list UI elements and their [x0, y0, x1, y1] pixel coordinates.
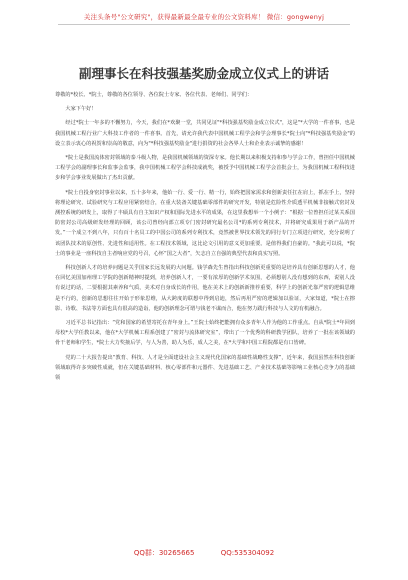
paragraph: 习近平总书记指出：“党和国家的希望寄托在青年身上。”王院士始终把能拥有众多青年人作为他的工作重点。自从*院士*年回到母校*大学任教以来，他在*大学机械工程系创建了“密封与流体研究室”，带出了一个优秀的科研教学团队，培养了一批在该领域的骨干老师和学生，*院士大力奖掖后学，与人为善，助人为乐，成人之美，在*大学和中国工程院都是有口皆碑。 — [55, 320, 355, 347]
top-banner: 关注头条号"公文研究"，获得最新最全最专业的公文资料库！ 微信：gongwenyj — [83, 13, 325, 21]
paragraph: 党的二十大报告提出“教育、科技、人才是全面建设社会主义现代化国家的基础性战略性支撑”，近年来，我国虽然在科技创新领域取得许多突破性成就，但在关键基础材料、核心零部件和元器件、先进基础工艺、产业技术基础等影响工业核心竞争力的基础领 — [55, 354, 355, 382]
document-body — [55, 90, 355, 383]
greeting: 大家下午好！ — [65, 106, 97, 113]
document-title: 副理事长在科技强基奖励金成立仪式上的讲话 — [78, 66, 329, 81]
qq-text: QQ:535304092 — [220, 549, 275, 557]
paragraph: 经过*院士一年多的不懈努力，今天，我们在*欢聚一堂，共同见证"*科技强基奖励金成立仪式"，这是"*大学的一件喜事，也是我国机械工程行业广大科技工作者的一件喜事。首先，请允许我代表中国机械工程学会和学会理事长*院士向"*科技强基奖励金"的设立表示衷心的祝贺和崇高的敬意，向为"*科技强基奖励金"进行捐资的社会各界人士和企业表示诚挚的感谢！ — [55, 120, 355, 147]
salutation: 尊敬的*校长、*院士，尊敬的各位领导、各位院士专家、各位代表、老师们、同学们： — [55, 92, 253, 98]
paragraph: *院士是我国流体密封领域的泰斗级人物，是我国机械领域的资深专家。他长期以来积极支持和参与学会工作，曾担任中国机械工程学会的副理事长和监事会监事，我中国机械工程学会科技成就奖，被授予中国机械工程学会首批会士，为我国机械工程科技进步和学会事业发展做出了杰出贡献。 — [55, 155, 355, 182]
paragraph: *院士自投身密封事业以来，五十多年来，他始一行、爱一行、精一行，始终把国家需求和创新责任扛在肩上，抓在手上，坚持将理论研究、试验研究与工程应用紧密结合，在重大装备关键基础零部件的研究开发，特别是危险性介质透平机械非接触式密封及测控系统的研发上，取得了丰硕具有自主知识产权和国际先进水平的成果，在这里我想举一个小例子：“根据一位曾担任过某关系国防密封公司高级研发经理的回顾，该公司曾经向部立项专门密封研究最名公司*的系列专利技术，并将研究成果用于新产品的开发。”一个成立不到八年，只有百十名员工的中国公司的系列专利技术，竟然被世界技术领先的同行专门立项进行研究，充分说明了该团队技术的原创性、先进性和适用性。在工程技术领域，这比论文引用的意义更加重要。是值得我们自豪的。"我此可以说，*院士的事业是一座科技自主者响应党的号召，心怀“国之大者”，矢志自立自强的典型代表和真实写照。 — [55, 189, 355, 257]
header-divider — [58, 24, 350, 25]
qq-group-text: QQ群：30265665 — [133, 549, 195, 557]
footer-contacts — [0, 548, 408, 558]
paragraph: 科技创新人才的培养问题是关乎国家长远发展的大问题。钱学森先生曾指出科技创新更重要的是培养具有创新思想的人才，他在回忆美国加州理工学院的创新精神时提到，培养创新人才，一要有浓厚的创新学术氛围，必须想别人没有想到的东西，说别人没有说过的话，二要根据其素养和气质，美术对自身成长的作用，他在美术上的创新新推荐重要，科学上的创新光靠严密的逻辑思维是不行的，创新的思想往往开始于形象思维，从大跨度的联想中得到启迪，然后再用严密的逻辑加以验证，大家知道，*院士在擦影、诗歌、书法等方面也具有很高的造诣，他的创新理念可谓与钱老不谋而合，他在努力践行科技与人文的有机融合。 — [55, 265, 355, 312]
